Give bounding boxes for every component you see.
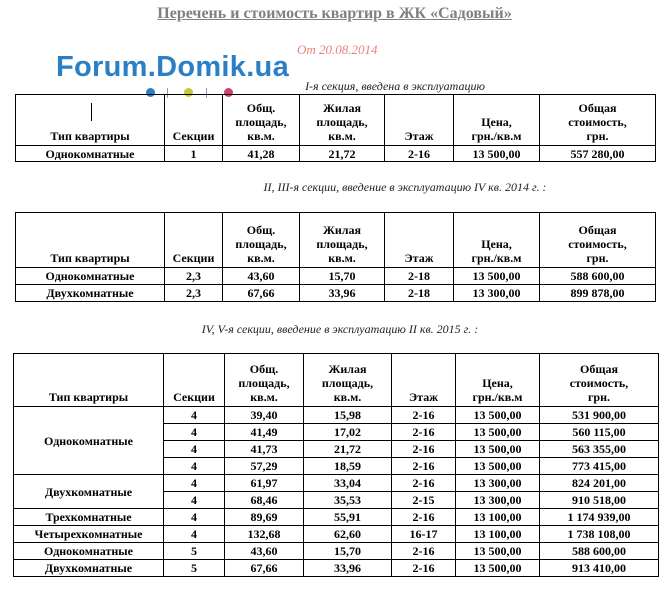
table-row bbox=[14, 543, 659, 560]
cell-living-area: 62,60 bbox=[304, 526, 392, 543]
cell-type: Однокомнатные bbox=[16, 146, 165, 162]
cell-section: 1 bbox=[165, 146, 223, 162]
cell-living-area: 55,91 bbox=[304, 509, 392, 526]
header-sections: Секции bbox=[165, 213, 223, 268]
cell-price: 13 300,00 bbox=[456, 475, 540, 492]
cell-section: 4 bbox=[164, 441, 225, 458]
cell-floor: 2-18 bbox=[385, 268, 454, 285]
header-floor: Этаж bbox=[392, 354, 456, 407]
cell-total-area: 39,40 bbox=[225, 407, 304, 424]
cell-section: 5 bbox=[164, 560, 225, 577]
cell-total-cost: 557 280,00 bbox=[540, 146, 656, 162]
table-row bbox=[14, 526, 659, 543]
cell-total-cost: 588 600,00 bbox=[540, 268, 656, 285]
header-type: Тип квартиры bbox=[16, 95, 165, 146]
cell-price: 13 500,00 bbox=[456, 424, 540, 441]
cell-floor: 2-18 bbox=[385, 285, 454, 302]
cell-section: 4 bbox=[164, 492, 225, 509]
cell-floor: 2-16 bbox=[392, 509, 456, 526]
cell-price: 13 500,00 bbox=[456, 407, 540, 424]
cell-price: 13 500,00 bbox=[454, 268, 540, 285]
cell-total-area: 68,46 bbox=[225, 492, 304, 509]
cell-total-cost: 1 174 939,00 bbox=[540, 509, 659, 526]
cell-type-group: Однокомнатные bbox=[14, 407, 164, 475]
cell-section: 2,3 bbox=[165, 285, 223, 302]
cell-living-area: 15,98 bbox=[304, 407, 392, 424]
cell-price: 13 500,00 bbox=[456, 441, 540, 458]
cell-price: 13 100,00 bbox=[456, 526, 540, 543]
cell-living-area: 15,70 bbox=[304, 543, 392, 560]
price-list-date: От 20.08.2014 bbox=[297, 42, 378, 57]
table-section-2 bbox=[15, 212, 656, 302]
cell-total-cost: 560 115,00 bbox=[540, 424, 659, 441]
header-sections: Секции bbox=[165, 95, 223, 146]
cell-total-area: 43,60 bbox=[223, 268, 300, 285]
header-total-cost: Общая стоимость, грн. bbox=[540, 95, 656, 146]
cell-total-cost: 824 201,00 bbox=[540, 475, 659, 492]
cell-section: 4 bbox=[164, 475, 225, 492]
table-row bbox=[16, 285, 656, 302]
header-living-area: Жилая площадь, кв.м. bbox=[300, 95, 385, 146]
cell-section: 4 bbox=[164, 526, 225, 543]
cell-total-cost: 910 518,00 bbox=[540, 492, 659, 509]
header-living-area: Жилая площадь, кв.м. bbox=[304, 354, 392, 407]
cell-living-area: 15,70 bbox=[300, 268, 385, 285]
cell-type: Двухкомнатные bbox=[16, 285, 165, 302]
header-price: Цена, грн./кв.м bbox=[454, 95, 540, 146]
header-total-area: Общ. площадь, кв.м. bbox=[223, 213, 300, 268]
cell-section: 4 bbox=[164, 509, 225, 526]
cell-living-area: 33,96 bbox=[304, 560, 392, 577]
cell-price: 13 500,00 bbox=[456, 560, 540, 577]
table-row bbox=[14, 475, 659, 492]
cell-floor: 2-16 bbox=[392, 543, 456, 560]
cell-price: 13 100,00 bbox=[456, 509, 540, 526]
cell-type: Четырехкомнатные bbox=[14, 526, 164, 543]
cell-living-area: 18,59 bbox=[304, 458, 392, 475]
section-caption-2: II, III-я секции, введение в эксплуатацию IV кв. 2014 г. : bbox=[263, 180, 547, 194]
cell-total-cost: 1 738 108,00 bbox=[540, 526, 659, 543]
watermark-logo: Forum.Domik.ua bbox=[56, 51, 289, 83]
cell-price: 13 500,00 bbox=[456, 543, 540, 560]
cell-floor: 2-16 bbox=[392, 458, 456, 475]
cell-total-cost: 588 600,00 bbox=[540, 543, 659, 560]
header-price: Цена, грн./кв.м bbox=[456, 354, 540, 407]
section-caption-1: I-я секция, введена в эксплуатацию bbox=[305, 79, 485, 93]
cell-section: 4 bbox=[164, 407, 225, 424]
cell-living-area: 21,72 bbox=[300, 146, 385, 162]
cell-floor: 16-17 bbox=[392, 526, 456, 543]
header-floor: Этаж bbox=[385, 95, 454, 146]
cell-section: 2,3 bbox=[165, 268, 223, 285]
page-title: Перечень и стоимость квартир в ЖК «Садовый» bbox=[157, 5, 512, 22]
cell-type-group: Двухкомнатные bbox=[14, 475, 164, 509]
cell-total-area: 89,69 bbox=[225, 509, 304, 526]
header-total-cost: Общая стоимость, грн. bbox=[540, 213, 656, 268]
cell-price: 13 500,00 bbox=[456, 458, 540, 475]
header-price: Цена, грн./кв.м bbox=[454, 213, 540, 268]
table-row bbox=[16, 146, 656, 162]
cell-total-area: 61,97 bbox=[225, 475, 304, 492]
cell-floor: 2-16 bbox=[392, 424, 456, 441]
cell-total-cost: 563 355,00 bbox=[540, 441, 659, 458]
cell-type: Однокомнатные bbox=[14, 543, 164, 560]
table-row bbox=[16, 268, 656, 285]
header-floor: Этаж bbox=[385, 213, 454, 268]
cell-total-cost: 913 410,00 bbox=[540, 560, 659, 577]
cell-price: 13 300,00 bbox=[454, 285, 540, 302]
header-type: Тип квартиры bbox=[14, 354, 164, 407]
cell-floor: 2-16 bbox=[392, 441, 456, 458]
table-section-3 bbox=[13, 353, 659, 577]
cell-type: Трехкомнатные bbox=[14, 509, 164, 526]
cell-section: 4 bbox=[164, 424, 225, 441]
cell-total-area: 43,60 bbox=[225, 543, 304, 560]
cell-type: Двухкомнатные bbox=[14, 560, 164, 577]
cell-living-area: 17,02 bbox=[304, 424, 392, 441]
cell-section: 4 bbox=[164, 458, 225, 475]
cell-floor: 2-16 bbox=[392, 560, 456, 577]
table-section-1 bbox=[15, 94, 656, 162]
cell-price: 13 300,00 bbox=[456, 492, 540, 509]
cell-total-area: 132,68 bbox=[225, 526, 304, 543]
cell-type: Однокомнатные bbox=[16, 268, 165, 285]
cell-total-area: 67,66 bbox=[223, 285, 300, 302]
header-total-cost: Общая стоимость, грн. bbox=[540, 354, 659, 407]
cell-living-area: 33,04 bbox=[304, 475, 392, 492]
cell-floor: 2-16 bbox=[392, 475, 456, 492]
cell-section: 5 bbox=[164, 543, 225, 560]
cell-floor: 2-15 bbox=[392, 492, 456, 509]
cell-floor: 2-16 bbox=[385, 146, 454, 162]
header-living-area: Жилая площадь, кв.м. bbox=[300, 213, 385, 268]
cell-floor: 2-16 bbox=[392, 407, 456, 424]
cell-price: 13 500,00 bbox=[454, 146, 540, 162]
cell-total-area: 41,73 bbox=[225, 441, 304, 458]
cell-total-cost: 531 900,00 bbox=[540, 407, 659, 424]
cell-total-area: 57,29 bbox=[225, 458, 304, 475]
header-type: Тип квартиры bbox=[16, 213, 165, 268]
header-total-area: Общ. площадь, кв.м. bbox=[223, 95, 300, 146]
cell-total-area: 67,66 bbox=[225, 560, 304, 577]
cell-total-cost: 899 878,00 bbox=[540, 285, 656, 302]
table-row bbox=[14, 560, 659, 577]
header-total-area: Общ. площадь, кв.м. bbox=[225, 354, 304, 407]
table-row bbox=[14, 407, 659, 424]
cell-total-area: 41,28 bbox=[223, 146, 300, 162]
cell-living-area: 21,72 bbox=[304, 441, 392, 458]
table-row bbox=[14, 509, 659, 526]
cell-total-area: 41,49 bbox=[225, 424, 304, 441]
cell-living-area: 35,53 bbox=[304, 492, 392, 509]
section-caption-3: IV, V-я секции, введение в эксплуатацию II кв. 2015 г. : bbox=[201, 322, 479, 336]
header-sections: Секции bbox=[164, 354, 225, 407]
cell-living-area: 33,96 bbox=[300, 285, 385, 302]
cell-total-cost: 773 415,00 bbox=[540, 458, 659, 475]
